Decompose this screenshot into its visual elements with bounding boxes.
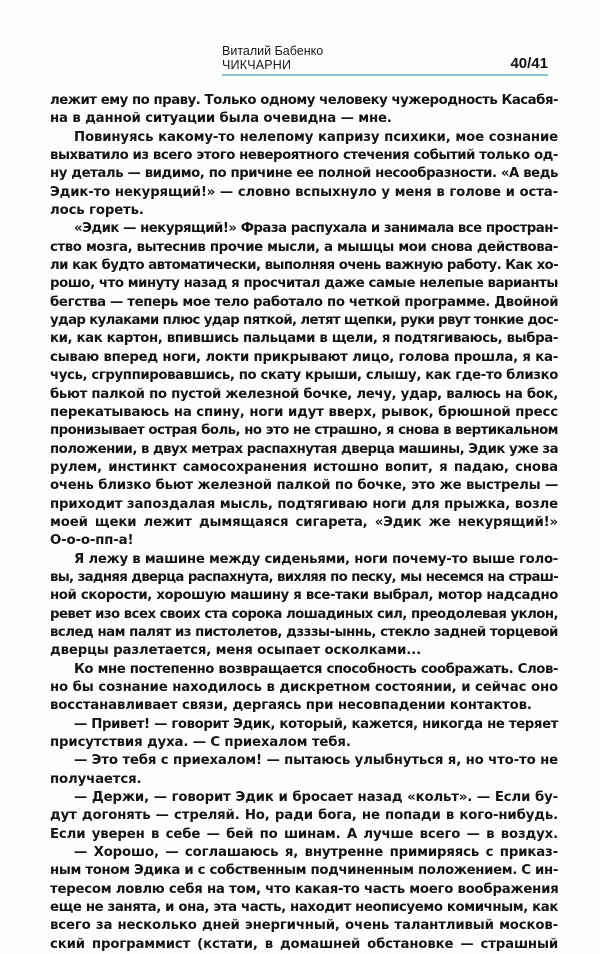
text-line: дут догонять — стреляй. Но, ради бога, не попади в кого-нибудь. — [50, 808, 558, 824]
text-line: — Держи, — говорит Эдик и бросает назад «кольт». — Если бу- — [74, 790, 558, 806]
text-line: вы, задняя дверца распахнута, вихляя по песку, мы несемся на страш- — [50, 569, 558, 585]
text-line: бегства — теперь мое тело работало по четкой программе. Двойной — [50, 294, 559, 310]
text-line: приходит запоздалая мысль, подтягиваю ноги для прыжка, возле — [50, 496, 558, 512]
book-title: ЧИКЧАРНИ — [222, 58, 292, 72]
text-line: ным тоном Эдика и с собственным подчиненным положением. С ин- — [50, 863, 558, 879]
text-line: Ко мне постепенно возвращается способность соображать. Слов- — [74, 661, 558, 677]
text-line: выхватило из всего этого невероятного стечения событий только од- — [50, 148, 558, 164]
text-line: чусь, сгруппировавшись, по скату крыши, слышу, как где-то близко — [50, 368, 558, 384]
text-line: присутствия духа. — С приехалом тебя. — [50, 735, 351, 751]
text-line: тересом ловлю себя на том, что какая-то часть моего воображения — [50, 881, 559, 897]
text-line: ну деталь — видимо, по причине ее полной несообразности. «А ведь — [50, 166, 558, 182]
body-text — [50, 92, 558, 954]
text-line: — Хорошо, — соглашаюсь я, внутренне примиряясь с приказ- — [74, 845, 558, 861]
text-line: дверцы разлетается, меня осыпает осколками... — [50, 643, 421, 659]
header-rule — [222, 74, 548, 76]
text-line: Эдик-то некурящий!» — словно вспыхнуло у меня в голове и оста- — [50, 184, 558, 200]
text-line: лежит ему по праву. Только одному человеку чужеродность Касабя- — [50, 93, 558, 108]
text-line: — Это тебя с приехалом! — пытаюсь улыбнуться я, но что-то не — [74, 753, 558, 769]
text-line: рошо, что минуту назад я просчитал даже самые нелепые варианты — [50, 276, 558, 292]
author-name: Виталий Бабенко — [222, 44, 324, 58]
text-line: еще не занята, и она, эта часть, находит неописуемо комичным, как — [50, 900, 558, 916]
text-line: ский программист (кстати, в домашней обстановке — страшный — [50, 936, 558, 952]
text-line: ли как будто автоматически, выполняя очень важную работу. Как хо- — [50, 258, 558, 274]
text-line: — Привет! — говорит Эдик, который, кажется, никогда не теряет — [74, 716, 558, 732]
text-line: бьют палкой по пустой железной бочке, лечу, удар, валюсь на бок, — [50, 386, 558, 402]
text-line: удар кулаками плюс удар пяткой, летят щепки, руки рвут тонкие дос- — [50, 313, 558, 329]
text-line: положении, в двух метрах распахнутая дверца машины, Эдик уже за — [50, 441, 558, 457]
text-line: вслед нам палят из пистолетов, дзззы-ыннь, стекло задней торцевой — [50, 624, 558, 640]
text-line: рулем, инстинкт самосохранения истошно вопит, я падаю, снова — [50, 459, 558, 475]
text-line: сываю вперед ноги, локти прикрывают лицо, голова прошла, я ка- — [50, 349, 558, 365]
running-header — [222, 44, 548, 76]
text-line: Я лежу в машине между сиденьями, ноги почему-то выше голо- — [74, 551, 558, 567]
text-line: всего за несколько дней энергичный, очень талантливый москов- — [50, 918, 558, 934]
text-line: перекатываюсь на спину, ноги идут вверх, рывок, брюшной пресс — [50, 404, 558, 420]
text-line: ной скорости, хорошую машину я все-таки выбрал, мотор надсадно — [50, 588, 558, 604]
text-line: моей щеки лежит дымящаяся сигарета, «Эдик же некурящий!» — [50, 514, 558, 530]
text-line: Если уверен в себе — бей по шинам. А лучше всего — в воздух. — [50, 826, 558, 842]
text-line: ревет изо всех своих ста сорока лошадиных сил, преодолевая уклон, — [50, 606, 558, 622]
text-line: ки, как картон, впившись пальцами в щели, я подтягиваюсь, выбра- — [50, 331, 558, 347]
text-line: ство мозга, вытеснив прочие мысли, а мышцы мои снова действова- — [50, 239, 558, 255]
text-line: на в данной ситуации была очевидна — мне. — [50, 111, 392, 127]
text-line: Повинуясь какому-то нелепому капризу психики, мое сознание — [74, 129, 558, 145]
text-line: получается. — [50, 771, 142, 787]
text-line: О-о-о-пп-а! — [50, 533, 134, 549]
text-line: восстанавливает связи, дергаясь при несовпадении контактов. — [50, 698, 532, 714]
text-line: но бы сознание находилось в дискретном состоянии, и сейчас оно — [50, 680, 558, 695]
text-line: пронизывает острая боль, но это не страшно, я снова в вертикальном — [50, 423, 558, 439]
page-number: 40/41 — [510, 55, 548, 72]
text-line: «Эдик — некурящий!» Фраза распухала и занимала все простран- — [74, 221, 558, 237]
text-line: лось гореть. — [50, 203, 144, 219]
text-line: очень близко бьют железной палкой по бочке, это же выстрелы — — [50, 478, 558, 494]
